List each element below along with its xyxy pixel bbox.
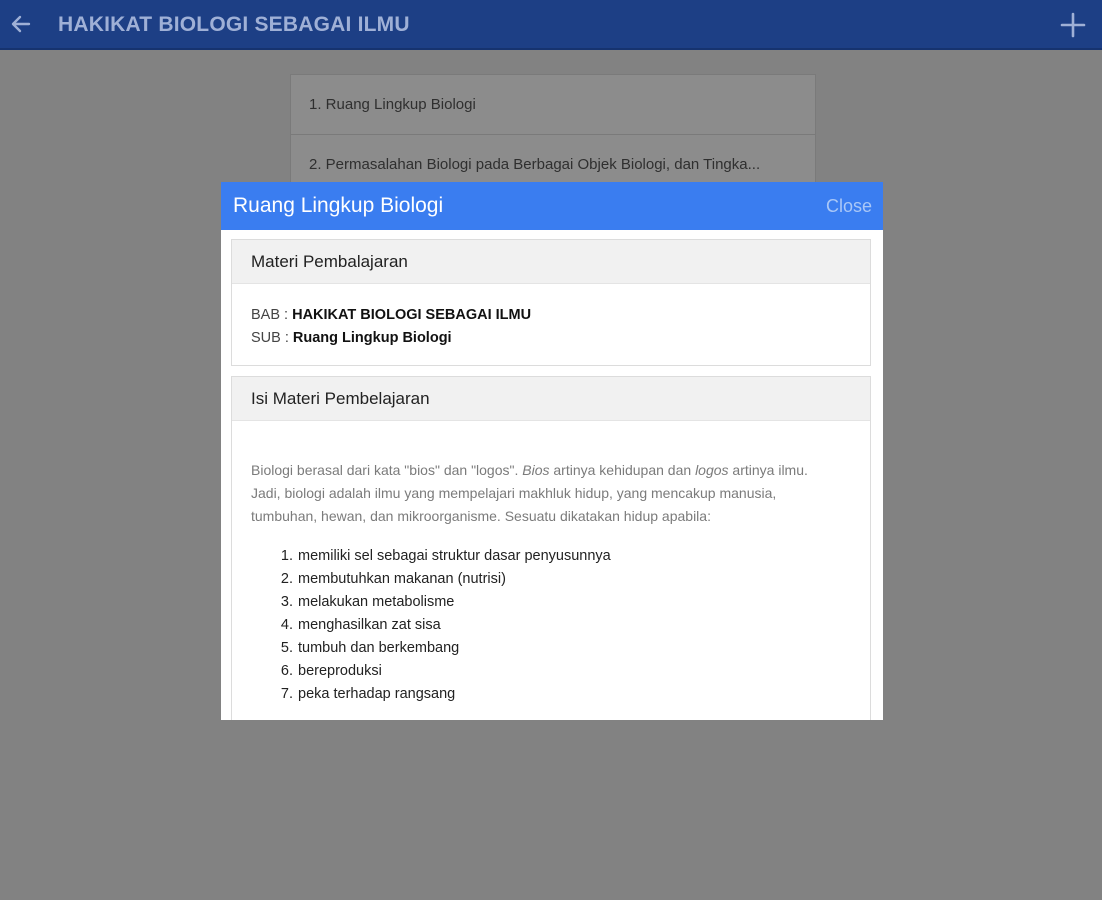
material-dialog xyxy=(221,182,883,720)
bab-label: BAB : xyxy=(251,307,293,323)
app-bar xyxy=(0,0,1102,50)
sub-line xyxy=(251,327,851,350)
materi-panel xyxy=(231,239,871,366)
bab-value: HAKIKAT BIOLOGI SEBAGAI ILMU xyxy=(292,307,532,323)
list-item: 2. membutuhkan makanan (nutrisi) xyxy=(297,568,870,591)
intro-paragraph xyxy=(251,459,840,528)
bab-line xyxy=(251,304,851,327)
panel-heading: Isi Materi Pembelajaran xyxy=(232,377,870,421)
list-item: 6. bereproduksi xyxy=(297,660,870,683)
list-item: 3. melakukan metabolisme xyxy=(297,591,870,614)
dialog-title: Ruang Lingkup Biologi xyxy=(233,194,444,217)
list-item: 5. tumbuh dan berkembang xyxy=(297,637,870,660)
materi-meta xyxy=(232,284,870,350)
para-text: artinya kehidupan dan xyxy=(549,462,696,478)
list-item[interactable]: 1. Ruang Lingkup Biologi xyxy=(291,75,815,135)
close-button[interactable]: Close xyxy=(825,196,872,216)
criteria-list xyxy=(232,545,870,706)
para-text: Biologi berasal dari kata "bios" dan "logos". xyxy=(251,462,523,478)
topic-list xyxy=(290,74,816,196)
panel-heading: Materi Pembalajaran xyxy=(232,240,870,284)
list-item: 1. memiliki sel sebagai struktur dasar penyusunnya xyxy=(297,545,870,568)
dialog-header xyxy=(221,182,883,230)
list-item[interactable]: 2. Permasalahan Biologi pada Berbagai Objek Biologi, dan Tingka... xyxy=(291,135,815,195)
para-term: logos xyxy=(695,462,729,478)
list-item: 7. peka terhadap rangsang xyxy=(297,683,870,706)
sub-value: Ruang Lingkup Biologi xyxy=(292,330,452,346)
list-item: 4. menghasilkan zat sisa xyxy=(297,614,870,637)
para-term: Bios xyxy=(522,462,550,478)
page-title: HAKIKAT BIOLOGI SEBAGAI ILMU xyxy=(58,13,410,36)
sub-label: SUB : xyxy=(251,330,293,346)
content-panel xyxy=(231,376,871,720)
add-icon[interactable] xyxy=(1058,10,1088,40)
back-arrow-icon[interactable] xyxy=(6,9,36,39)
para-text: artinya ilmu. Jadi, biologi adalah ilmu yang mempelajari makhluk hidup, yang mencakup manusia, tumbuhan, hewan, dan mikroorganisme. Sesuatu dikatakan hidup apabila: xyxy=(251,462,808,524)
